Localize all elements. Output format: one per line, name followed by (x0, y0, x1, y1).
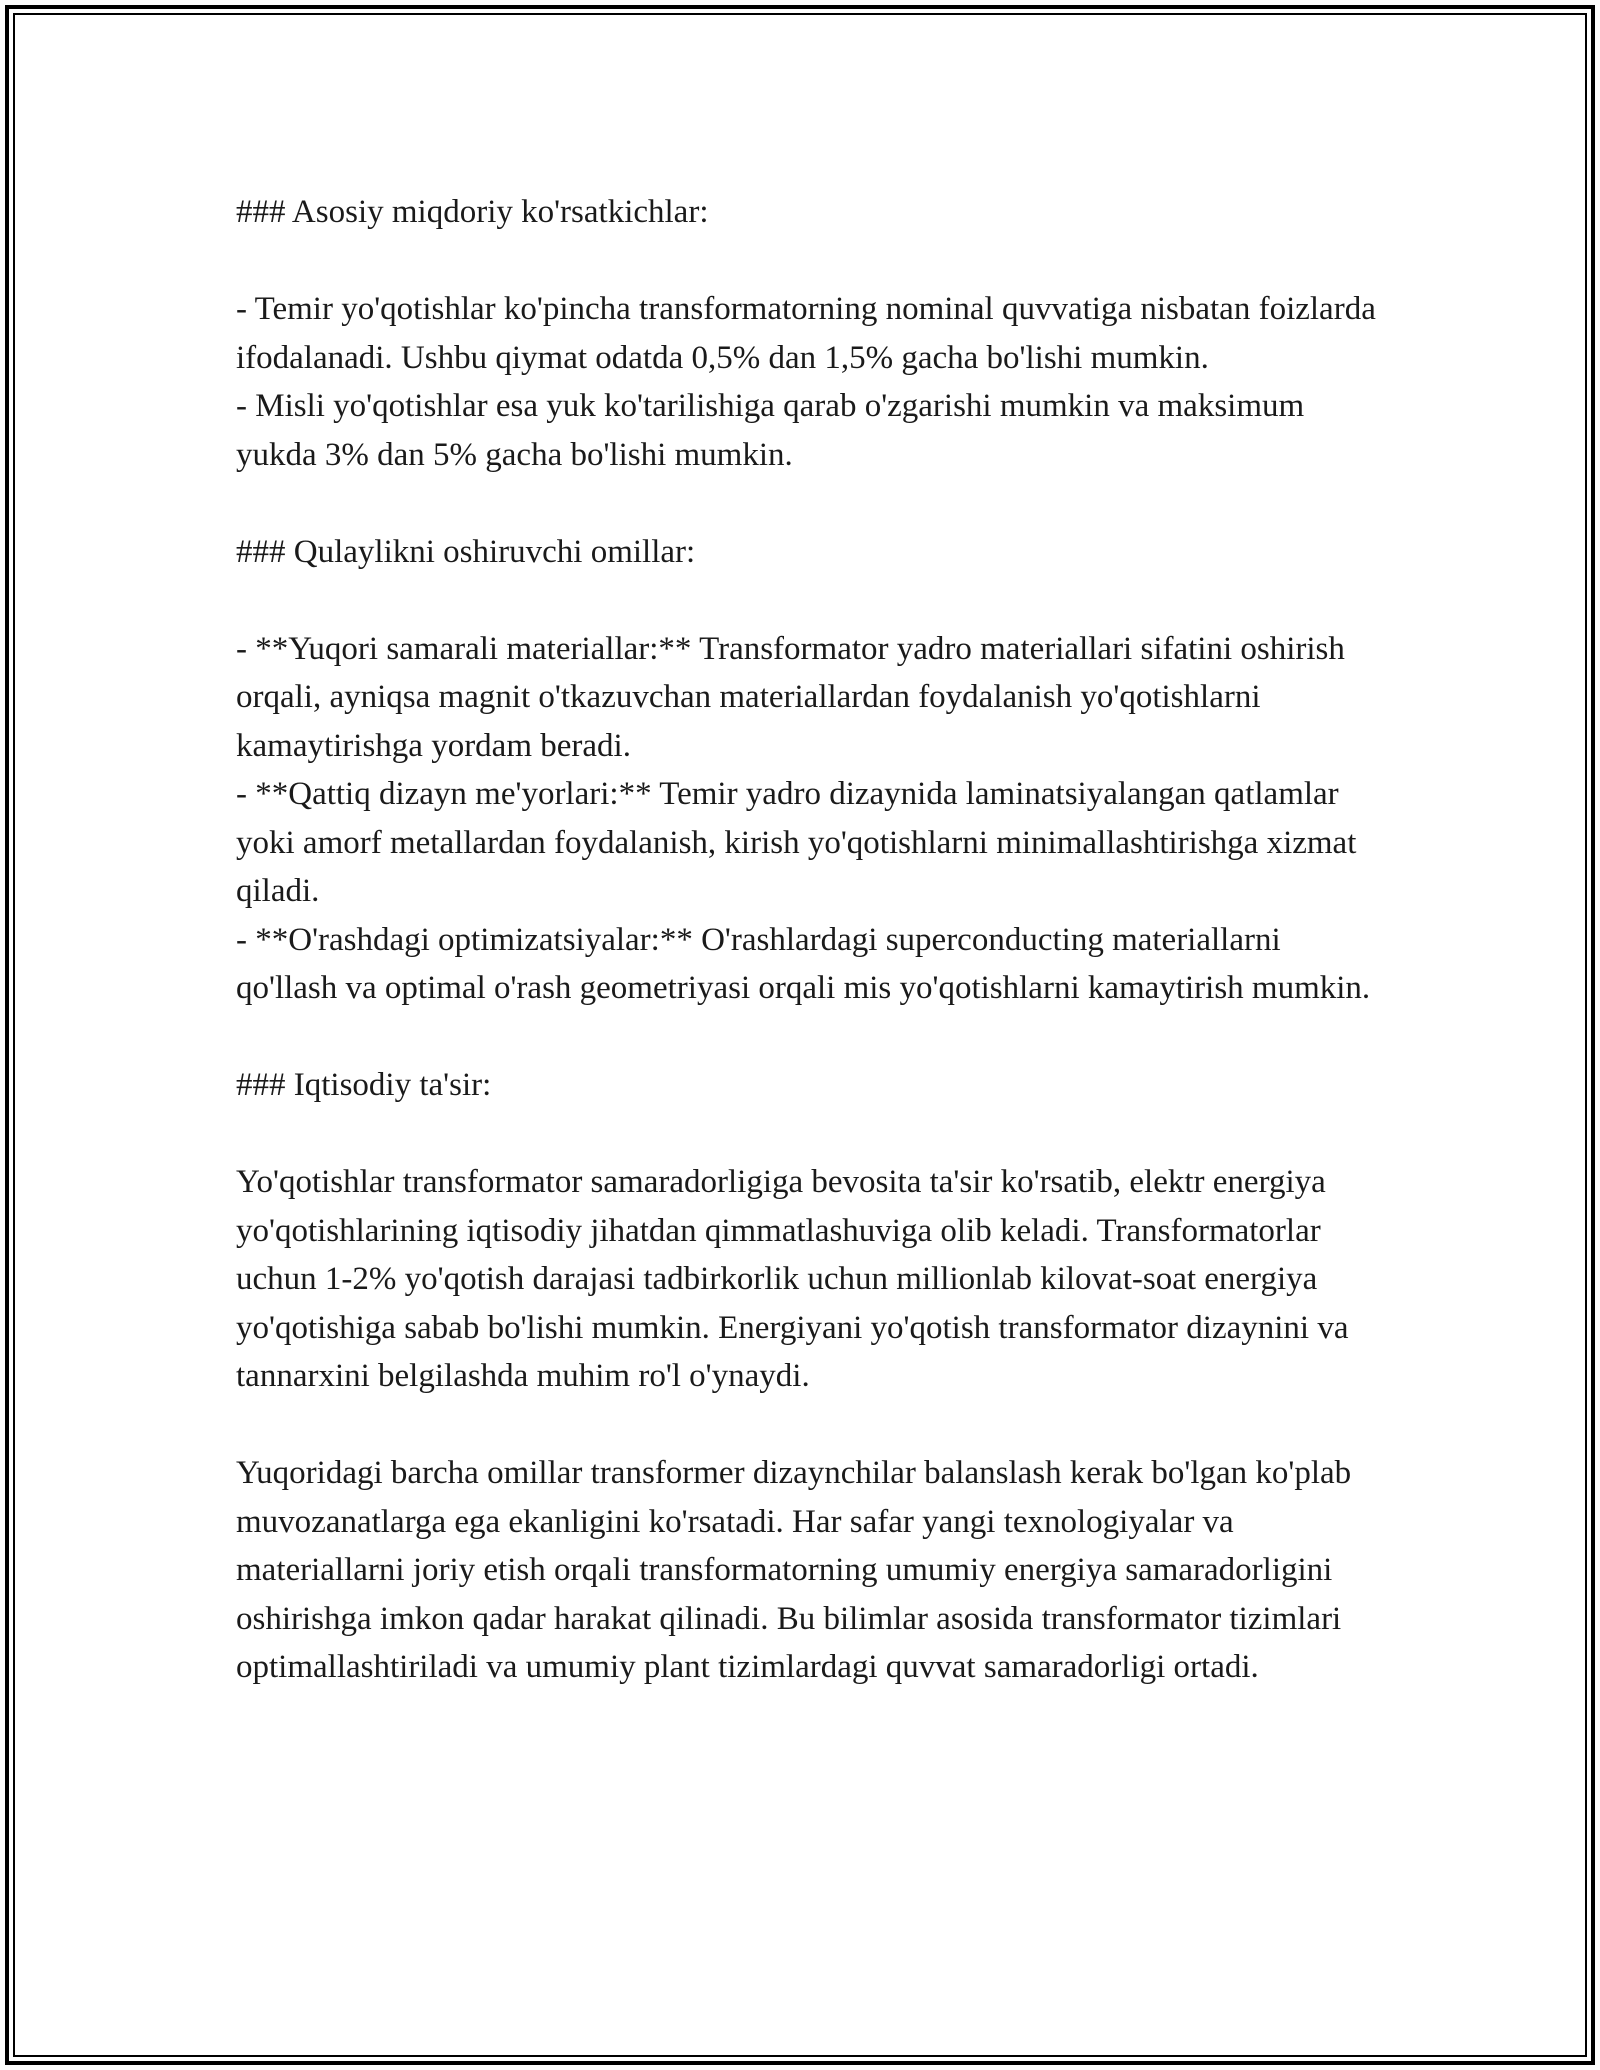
section-heading-key-indicators: ### Asosiy miqdoriy ko'rsatkichlar: (236, 194, 709, 230)
spacer (236, 1401, 1376, 1450)
paragraph-economic-impact: Yo'qotishlar transformator samaradorligiga bevosita ta'sir ko'rsatib, elektr energiya yo'qotishlarining iqtisodiy jihatdan qimmatlashuviga olib keladi. Transformatorlar uchun 1-2% yo'qotish darajasi tadbirkorlik uchun millionlab kilovat-soat energiya yo'qotishiga sabab bo'lishi mumkin. Energiyani yo'qotish transformator dizaynini va tannarxini belgilashda muhim ro'l o'ynaydi. (236, 1164, 1349, 1394)
bullet-copper-losses: - Misli yo'qotishlar esa yuk ko'tarilishiga qarab o'zgarishi mumkin va maksimum yukda 3% dan 5% gacha bo'lishi mumkin. (236, 388, 1305, 473)
spacer (236, 576, 1376, 625)
spacer (236, 1013, 1376, 1062)
spacer (236, 1110, 1376, 1159)
document-body (236, 188, 1376, 1692)
spacer (236, 237, 1376, 286)
bullet-design-standards: - **Qattiq dizayn me'yorlari:** Temir yadro dizaynida laminatsiyalangan qatlamlar yoki amorf metallardan foydalanish, kirish yo'qotishlarni minimallashtirishga xizmat qiladi. (236, 776, 1357, 909)
spacer (236, 479, 1376, 528)
bullet-high-efficiency-materials: - **Yuqori samarali materiallar:** Transformator yadro materiallari sifatini oshirish orqali, ayniqsa magnit o'tkazuvchan materiallardan foydalanish yo'qotishlarni kamaytirishga yordam beradi. (236, 630, 1345, 764)
bullet-iron-losses: - Temir yo'qotishlar ko'pincha transformatorning nominal quvvatiga nisbatan foizlarda ifodalanadi. Ushbu qiymat odatda 0,5% dan 1,5% gacha bo'lishi mumkin. (236, 291, 1376, 376)
bullet-winding-optimizations: - **O'rashdagi optimizatsiyalar:** O'rashlardagi superconducting materiallarni qo'llash va optimal o'rash geometriyasi orqali mis yo'qotishlarni kamaytirish mumkin. (236, 921, 1371, 1006)
section-heading-economic-impact: ### Iqtisodiy ta'sir: (236, 1067, 492, 1103)
paragraph-conclusion: Yuqoridagi barcha omillar transformer dizaynchilar balanslash kerak bo'lgan ko'plab muvozanatlarga ega ekanligini ko'rsatadi. Har safar yangi texnologiyalar va materiallarni joriy etish orqali transformatorning umumiy energiya samaradorligini oshirishga imkon qadar harakat qilinadi. Bu bilimlar asosida transformator tizimlari optimallashtiriladi va umumiy plant tizimlardagi quvvat samaradorligi ortadi. (236, 1455, 1352, 1685)
section-heading-improving-factors: ### Qulaylikni oshiruvchi omillar: (236, 533, 696, 570)
